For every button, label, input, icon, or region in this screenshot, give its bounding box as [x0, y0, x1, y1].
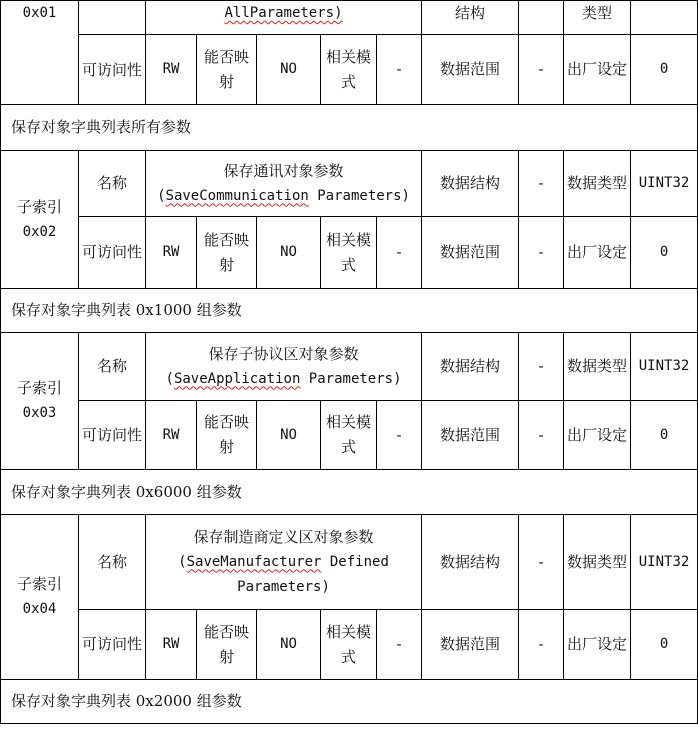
related-mode-label: 相关模式 [321, 401, 377, 470]
factory-default-value: 0 [631, 401, 698, 470]
data-range-value: - [519, 401, 564, 470]
name-label-cell: 名称 [79, 151, 146, 217]
access-value: RW [146, 217, 197, 289]
subindex-cell [1, 515, 79, 680]
name-value-cell [146, 515, 422, 610]
table-row [1, 151, 698, 217]
related-mode-label: 相关模式 [321, 35, 377, 105]
subindex-cell: 0x01 [1, 1, 79, 105]
table-row [1, 289, 698, 333]
name-zh: 保存通讯对象参数 [223, 161, 344, 180]
data-type-value [631, 1, 698, 35]
access-label: 可访问性 [79, 35, 146, 105]
mappable-value: NO [257, 610, 321, 680]
subindex-label: 子索引 [16, 379, 62, 397]
table-row [1, 401, 698, 470]
name-value-cell [146, 333, 422, 401]
table-row [1, 515, 698, 610]
data-type-label: 数据类型 [564, 151, 631, 217]
data-range-label: 数据范围 [422, 401, 519, 470]
mappable-label: 能否映射 [197, 35, 257, 105]
mappable-value: NO [257, 35, 321, 105]
related-mode-value: - [377, 401, 422, 470]
data-struct-value [519, 1, 564, 35]
table-row [1, 470, 698, 515]
data-range-value: - [519, 35, 564, 105]
subindex-label: 子索引 [16, 197, 62, 216]
data-struct-label: 数据结构 [422, 515, 519, 610]
name-label-cell: 名称 [79, 333, 146, 401]
access-label: 可访问性 [79, 610, 146, 680]
factory-default-label: 出厂设定 [564, 401, 631, 470]
name-en-word: SaveCommunication [165, 187, 309, 204]
subindex-value: 0x03 [22, 405, 57, 421]
related-mode-value: - [377, 35, 422, 105]
table-row [1, 1, 698, 35]
name-zh: 保存制造商定义区对象参数 [193, 527, 374, 546]
name-label-cell [79, 1, 146, 35]
description-row: 保存对象字典列表 0x6000 组参数 [1, 470, 698, 515]
data-struct-label: 数据结构 [422, 333, 519, 401]
data-type-value: UINT32 [631, 333, 698, 401]
name-zh: 保存子协议区对象参数 [208, 344, 359, 363]
table-row [1, 333, 698, 401]
name-en: (SaveCommunication Parameters) [157, 187, 410, 204]
data-struct-value: - [519, 515, 564, 610]
name-en-word: SaveApplication [173, 370, 301, 387]
related-mode-value: - [377, 217, 422, 289]
access-value: RW [146, 401, 197, 470]
table-row [1, 680, 698, 724]
name-en: (SaveApplication Parameters) [165, 370, 402, 387]
factory-default-label: 出厂设定 [564, 217, 631, 289]
data-type-label: 数据类型 [564, 333, 631, 401]
factory-default-label: 出厂设定 [564, 610, 631, 680]
factory-default-label: 出厂设定 [564, 35, 631, 105]
data-type-label: 数据类型 [564, 515, 631, 610]
factory-default-value: 0 [631, 610, 698, 680]
data-type-value: UINT32 [631, 151, 698, 217]
access-value: RW [146, 610, 197, 680]
subindex-value: 0x02 [22, 223, 57, 240]
access-value: RW [146, 35, 197, 105]
factory-default-value: 0 [631, 35, 698, 105]
data-type-label: 类型 [564, 1, 631, 35]
data-struct-value: - [519, 333, 564, 401]
data-range-label: 数据范围 [422, 610, 519, 680]
data-range-value: - [519, 217, 564, 289]
description-row: 保存对象字典列表 0x1000 组参数 [1, 289, 698, 333]
subindex-label: 子索引 [16, 575, 62, 593]
table-row [1, 35, 698, 105]
name-value-cell [146, 151, 422, 217]
subindex-cell [1, 333, 79, 470]
factory-default-value: 0 [631, 217, 698, 289]
mappable-value: NO [257, 217, 321, 289]
mappable-value: NO [257, 401, 321, 470]
description-row: 保存对象字典列表所有参数 [1, 105, 698, 151]
description-row: 保存对象字典列表 0x2000 组参数 [1, 680, 698, 724]
data-struct-label: 结构 [422, 1, 519, 35]
table-row [1, 105, 698, 151]
access-label: 可访问性 [79, 217, 146, 289]
access-label: 可访问性 [79, 401, 146, 470]
data-struct-label: 数据结构 [422, 151, 519, 217]
mappable-label: 能否映射 [197, 401, 257, 470]
related-mode-label: 相关模式 [321, 217, 377, 289]
data-type-value: UINT32 [631, 515, 698, 610]
table-row [1, 610, 698, 680]
subindex-cell [1, 151, 79, 289]
name-en: (SaveManufacturer Defined Parameters) [178, 553, 389, 595]
subindex-value: 0x04 [22, 601, 57, 617]
name-en-word: AllParameters) [224, 5, 343, 21]
name-label-cell: 名称 [79, 515, 146, 610]
name-value-cell [146, 1, 422, 35]
name-en-word: SaveManufacturer [186, 553, 322, 570]
related-mode-value: - [377, 610, 422, 680]
mappable-label: 能否映射 [197, 610, 257, 680]
data-range-label: 数据范围 [422, 35, 519, 105]
data-range-value: - [519, 610, 564, 680]
mappable-label: 能否映射 [197, 217, 257, 289]
table-row [1, 217, 698, 289]
data-range-label: 数据范围 [422, 217, 519, 289]
related-mode-label: 相关模式 [321, 610, 377, 680]
data-struct-value: - [519, 151, 564, 217]
